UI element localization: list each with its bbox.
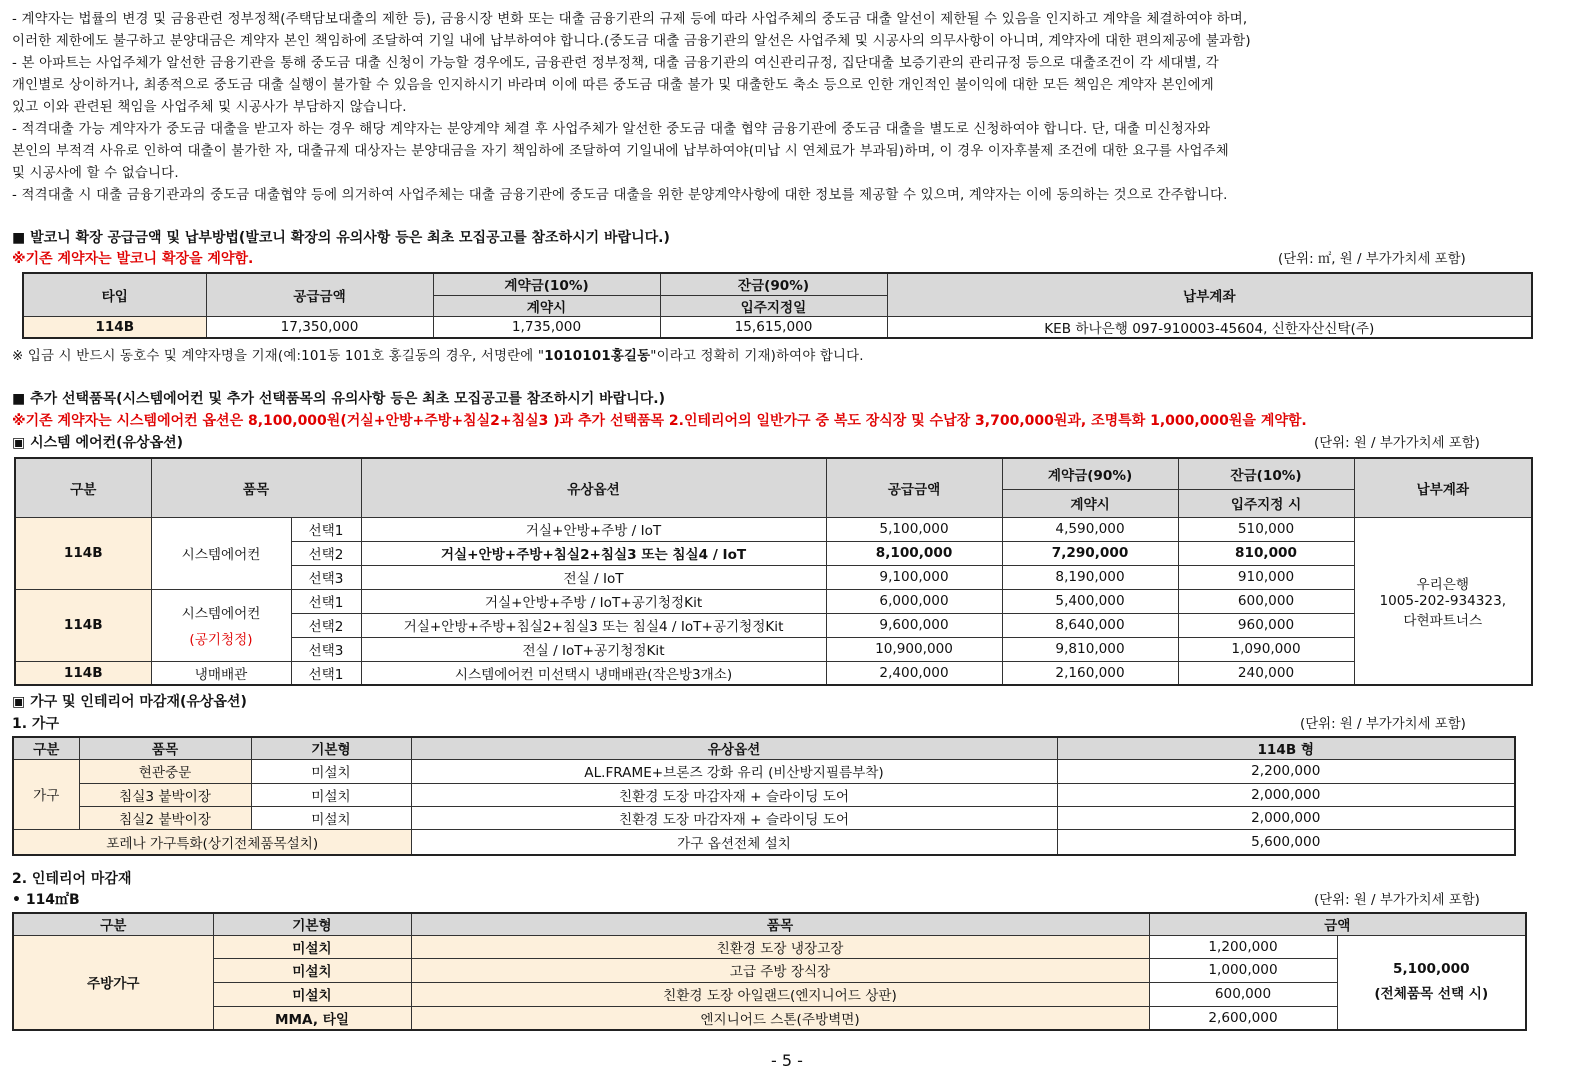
account-bank: 우리은행 <box>1416 576 1470 593</box>
interior-table <box>12 912 1527 1031</box>
aircon-item-sub: (공기청정) <box>189 632 253 648</box>
balcony-deposit: 1,735,000 <box>433 316 660 338</box>
furniture-item: 침실3 붙박이장 <box>79 783 251 806</box>
aircon-header-account: 납부계좌 <box>1354 458 1532 517</box>
interior-item: 친환경 도장 아일랜드(엔지니어드 상판) <box>411 982 1149 1006</box>
furniture-basic: 미설치 <box>251 759 411 783</box>
interior-price: 1,000,000 <box>1149 958 1337 982</box>
interior-header-basic: 기본형 <box>213 913 411 935</box>
table-row <box>23 316 1532 338</box>
table-row <box>15 661 1532 685</box>
furniture-header-type: 114B 형 <box>1057 737 1515 759</box>
table-row <box>13 958 1526 982</box>
aircon-type: 114B <box>15 517 151 589</box>
balcony-header-balance: 잔금(90%) <box>660 273 887 295</box>
table-row <box>13 783 1515 806</box>
interior-item: 엔지니어드 스톤(주방벽면) <box>411 1006 1149 1030</box>
aircon-option: 거실+안방+주방 / IoT <box>361 517 826 541</box>
aircon-sel: 선택1 <box>291 517 361 541</box>
balcony-header-type: 타입 <box>23 273 206 316</box>
notice-line-9: - 적격대출 시 대출 금융기관과의 중도금 대출협약 등에 의거하여 사업주체는 대출 금융기관에 중도금 대출을 위한 분양계약사항에 대한 정보를 제공할 수 있으며, 계약자는 이에 동의하는 것으로 간주합니다. <box>12 188 1228 203</box>
interior-price: 2,600,000 <box>1149 1006 1337 1030</box>
aircon-header-item: 품목 <box>151 458 361 517</box>
aircon-balance: 1,090,000 <box>1178 637 1354 661</box>
aircon-header-div: 구분 <box>15 458 151 517</box>
aircon-table <box>14 457 1533 686</box>
balcony-header-account: 납부계좌 <box>887 273 1532 316</box>
furniture-header-option: 유상옵션 <box>411 737 1057 759</box>
interior-bullet: • 114㎡B <box>12 892 80 908</box>
aircon-supply: 8,100,000 <box>826 541 1002 565</box>
interior-total-value: 5,100,000 <box>1392 961 1470 978</box>
aircon-option: 거실+안방+주방+침실2+침실3 또는 침실4 / IoT <box>361 541 826 565</box>
balcony-type: 114B <box>23 316 206 338</box>
notice-line-7: 본인의 부적격 사유로 인하여 대출이 불가한 자, 대출규제 대상자는 분양대금을 자기 책임하에 조달하여 기일내에 납부하여야(미납 시 연체료가 부과됨)하며, 이 경우 이자후불제 조건에 대한 요구를 사업주체 <box>12 144 1229 159</box>
aircon-header-option: 유상옵션 <box>361 458 826 517</box>
aircon-deposit: 9,810,000 <box>1002 637 1178 661</box>
furniture-group: 가구 <box>13 759 79 829</box>
aircon-header-supply: 공급금액 <box>826 458 1002 517</box>
options-red-note: ※기존 계약자는 시스템에어컨 옵션은 8,100,000원(거실+안방+주방+침실2+침실3 )과 추가 선택품목 2.인테리어의 일반가구 중 복도 장식장 및 수납장 3,700,000원과, 조명특화 1,000,000원을 계약함. <box>12 413 1307 429</box>
furniture-price: 2,000,000 <box>1057 806 1515 829</box>
interior-item: 친환경 도장 냉장고장 <box>411 935 1149 958</box>
aircon-option: 거실+안방+주방 / IoT+공기청정Kit <box>361 589 826 613</box>
balcony-footnote <box>12 345 864 364</box>
interior-header-div: 구분 <box>13 913 213 935</box>
aircon-header-balance-sub: 입주지정 시 <box>1178 489 1354 517</box>
furniture-price: 2,200,000 <box>1057 759 1515 783</box>
interior-total-sub: (전체품목 선택 시) <box>1374 986 1489 1003</box>
notice-line-5: 있고 이와 관련된 책임을 사업주체 및 시공사가 부담하지 않습니다. <box>12 100 407 115</box>
balcony-header-deposit: 계약금(10%) <box>433 273 660 295</box>
account-number: 1005-202-934323, <box>1379 592 1507 609</box>
aircon-balance: 600,000 <box>1178 589 1354 613</box>
table-row <box>13 935 1526 958</box>
balcony-supply: 17,350,000 <box>206 316 433 338</box>
interior-basic: 미설치 <box>213 958 411 982</box>
interior-price: 1,200,000 <box>1149 935 1337 958</box>
aircon-balance: 810,000 <box>1178 541 1354 565</box>
furniture-item: 현관중문 <box>79 759 251 783</box>
aircon-balance: 240,000 <box>1178 661 1354 685</box>
interior-unit: (단위: 원 / 부가가치세 포함) <box>1314 893 1480 908</box>
balcony-header-supply: 공급금액 <box>206 273 433 316</box>
table-row <box>13 759 1515 783</box>
aircon-option: 거실+안방+주방+침실2+침실3 또는 침실4 / IoT+공기청정Kit <box>361 613 826 637</box>
aircon-type: 114B <box>15 589 151 661</box>
aircon-unit: (단위: 원 / 부가가치세 포함) <box>1314 436 1480 451</box>
aircon-option: 전실 / IoT+공기청정Kit <box>361 637 826 661</box>
footnote-text: ※ 입금 시 반드시 동호수 및 계약자명을 기재(예:101동 101호 홍길동의 경우, 서명란에 " <box>12 349 545 364</box>
aircon-deposit: 5,400,000 <box>1002 589 1178 613</box>
footnote-example: 1010101홍길동 <box>544 349 651 364</box>
furniture-option: 친환경 도장 마감자재 + 슬라이딩 도어 <box>411 806 1057 829</box>
aircon-balance: 510,000 <box>1178 517 1354 541</box>
furniture-basic: 미설치 <box>251 806 411 829</box>
notice-line-6: - 적격대출 가능 계약자가 중도금 대출을 받고자 하는 경우 해당 계약자는 분양계약 체결 후 사업주체가 알선한 중도금 대출 협약 금융기관에 중도금 대출을 별도로 신청하여야 합니다. 단, 대출 미신청자와 <box>12 122 1211 137</box>
footnote-text: "이라고 정확히 기재)하여야 합니다. <box>650 349 864 364</box>
interior-header-price: 금액 <box>1149 913 1526 935</box>
aircon-supply: 9,100,000 <box>826 565 1002 589</box>
interior-sub2: 2. 인테리어 마감재 <box>12 871 132 887</box>
furniture-item: 침실2 붙박이장 <box>79 806 251 829</box>
aircon-header-deposit-sub: 계약시 <box>1002 489 1178 517</box>
aircon-heading: ▣ 시스템 에어컨(유상옵션) <box>12 435 184 451</box>
furniture-option: AL.FRAME+브론즈 강화 유리 (비산방지필름부착) <box>411 759 1057 783</box>
aircon-item: 냉매배관 <box>151 661 291 685</box>
balcony-unit: (단위: ㎡, 원 / 부가가치세 포함) <box>1278 252 1466 267</box>
notice-line-8: 및 시공사에 할 수 없습니다. <box>12 166 179 181</box>
furniture-heading: ▣ 가구 및 인테리어 마감재(유상옵션) <box>12 694 247 710</box>
aircon-header-balance: 잔금(10%) <box>1178 458 1354 489</box>
interior-basic: MMA, 타일 <box>213 1006 411 1030</box>
aircon-supply: 2,400,000 <box>826 661 1002 685</box>
interior-price: 600,000 <box>1149 982 1337 1006</box>
aircon-sel: 선택2 <box>291 541 361 565</box>
aircon-balance: 960,000 <box>1178 613 1354 637</box>
aircon-item <box>151 589 291 661</box>
aircon-supply: 5,100,000 <box>826 517 1002 541</box>
interior-group: 주방가구 <box>13 935 213 1030</box>
furniture-special-price: 5,600,000 <box>1057 829 1515 855</box>
balcony-table <box>22 272 1533 339</box>
furniture-special-item: 포레나 가구특화(상기전체품목설치) <box>13 829 411 855</box>
aircon-deposit: 2,160,000 <box>1002 661 1178 685</box>
balcony-header-deposit-sub: 계약시 <box>433 295 660 316</box>
notice-line-4: 개인별로 상이하거나, 최종적으로 중도금 대출 실행이 불가할 수 있음을 인지하시기 바라며 이에 따른 중도금 대출 불가 및 대출한도 축소 등으로 인한 개인적인 불이익에 대한 모든 책임은 계약자 본인에게 <box>12 78 1214 93</box>
furniture-unit: (단위: 원 / 부가가치세 포함) <box>1300 717 1466 732</box>
aircon-option: 시스템에어컨 미선택시 냉매배관(작은방3개소) <box>361 661 826 685</box>
aircon-sel: 선택3 <box>291 565 361 589</box>
table-row <box>13 1006 1526 1030</box>
aircon-sel: 선택2 <box>291 613 361 637</box>
aircon-sel: 선택1 <box>291 661 361 685</box>
furniture-special-option: 가구 옵션전체 설치 <box>411 829 1057 855</box>
furniture-price: 2,000,000 <box>1057 783 1515 806</box>
furniture-header-item: 품목 <box>79 737 251 759</box>
table-row <box>13 982 1526 1006</box>
aircon-header-deposit: 계약금(90%) <box>1002 458 1178 489</box>
balcony-red-note: ※기존 계약자는 발코니 확장을 계약함. <box>12 251 254 267</box>
balcony-balance: 15,615,000 <box>660 316 887 338</box>
interior-item: 고급 주방 장식장 <box>411 958 1149 982</box>
balcony-heading: ■ 발코니 확장 공급금액 및 납부방법(발코니 확장의 유의사항 등은 최초 모집공고를 참조하시기 바랍니다.) <box>12 230 670 246</box>
aircon-sel: 선택1 <box>291 589 361 613</box>
table-row <box>15 517 1532 541</box>
aircon-balance: 910,000 <box>1178 565 1354 589</box>
furniture-header-div: 구분 <box>13 737 79 759</box>
aircon-deposit: 8,640,000 <box>1002 613 1178 637</box>
aircon-item-label: 시스템에어컨 <box>181 606 261 622</box>
furniture-basic: 미설치 <box>251 783 411 806</box>
furniture-option: 친환경 도장 마감자재 + 슬라이딩 도어 <box>411 783 1057 806</box>
furniture-sub1: 1. 가구 <box>12 716 59 732</box>
aircon-account <box>1354 517 1532 685</box>
aircon-type: 114B <box>15 661 151 685</box>
page-number: - 5 - <box>771 1051 803 1070</box>
balcony-header-balance-sub: 입주지정일 <box>660 295 887 316</box>
notice-line-1: - 계약자는 법률의 변경 및 금융관련 정부정책(주택담보대출의 제한 등), 금융시장 변화 또는 대출 금융기관의 규제 등에 따라 사업주체의 중도금 대출 알선이 제한될 수 있음을 인지하고 계약을 체결하여야 하며, <box>12 12 1248 27</box>
interior-basic: 미설치 <box>213 935 411 958</box>
interior-basic: 미설치 <box>213 982 411 1006</box>
aircon-option: 전실 / IoT <box>361 565 826 589</box>
furniture-table <box>12 736 1516 856</box>
aircon-supply: 9,600,000 <box>826 613 1002 637</box>
notice-line-3: - 본 아파트는 사업주체가 알선한 금융기관을 통해 중도금 대출 신청이 가능할 경우에도, 금융관련 정부정책, 대출 금융기관의 여신관리규정, 집단대출 보증기관의 관리규정 등으로 대출조건이 각 세대별, 각 <box>12 56 1219 71</box>
notice-line-2: 이러한 제한에도 불구하고 분양대금은 계약자 본인 책임하에 조달하여 기일 내에 납부하여야 합니다.(중도금 대출 금융기관의 알선은 사업주체 및 시공사의 의무사항이 아니며, 계약자에 대한 편의제공에 불과함) <box>12 34 1251 49</box>
table-row <box>15 589 1532 613</box>
balcony-account: KEB 하나은행 097-910003-45604, 신한자산신탁(주) <box>887 316 1532 338</box>
furniture-header-basic: 기본형 <box>251 737 411 759</box>
options-heading: ■ 추가 선택품목(시스템에어컨 및 추가 선택품목의 유의사항 등은 최초 모집공고를 참조하시기 바랍니다.) <box>12 391 665 407</box>
aircon-item: 시스템에어컨 <box>151 517 291 589</box>
table-row <box>13 829 1515 855</box>
aircon-supply: 6,000,000 <box>826 589 1002 613</box>
aircon-deposit: 4,590,000 <box>1002 517 1178 541</box>
table-row <box>13 806 1515 829</box>
aircon-sel: 선택3 <box>291 637 361 661</box>
aircon-deposit: 8,190,000 <box>1002 565 1178 589</box>
aircon-supply: 10,900,000 <box>826 637 1002 661</box>
aircon-deposit: 7,290,000 <box>1002 541 1178 565</box>
interior-total <box>1337 935 1526 1030</box>
interior-header-item: 품목 <box>411 913 1149 935</box>
account-holder: 다현파트너스 <box>1403 612 1483 629</box>
